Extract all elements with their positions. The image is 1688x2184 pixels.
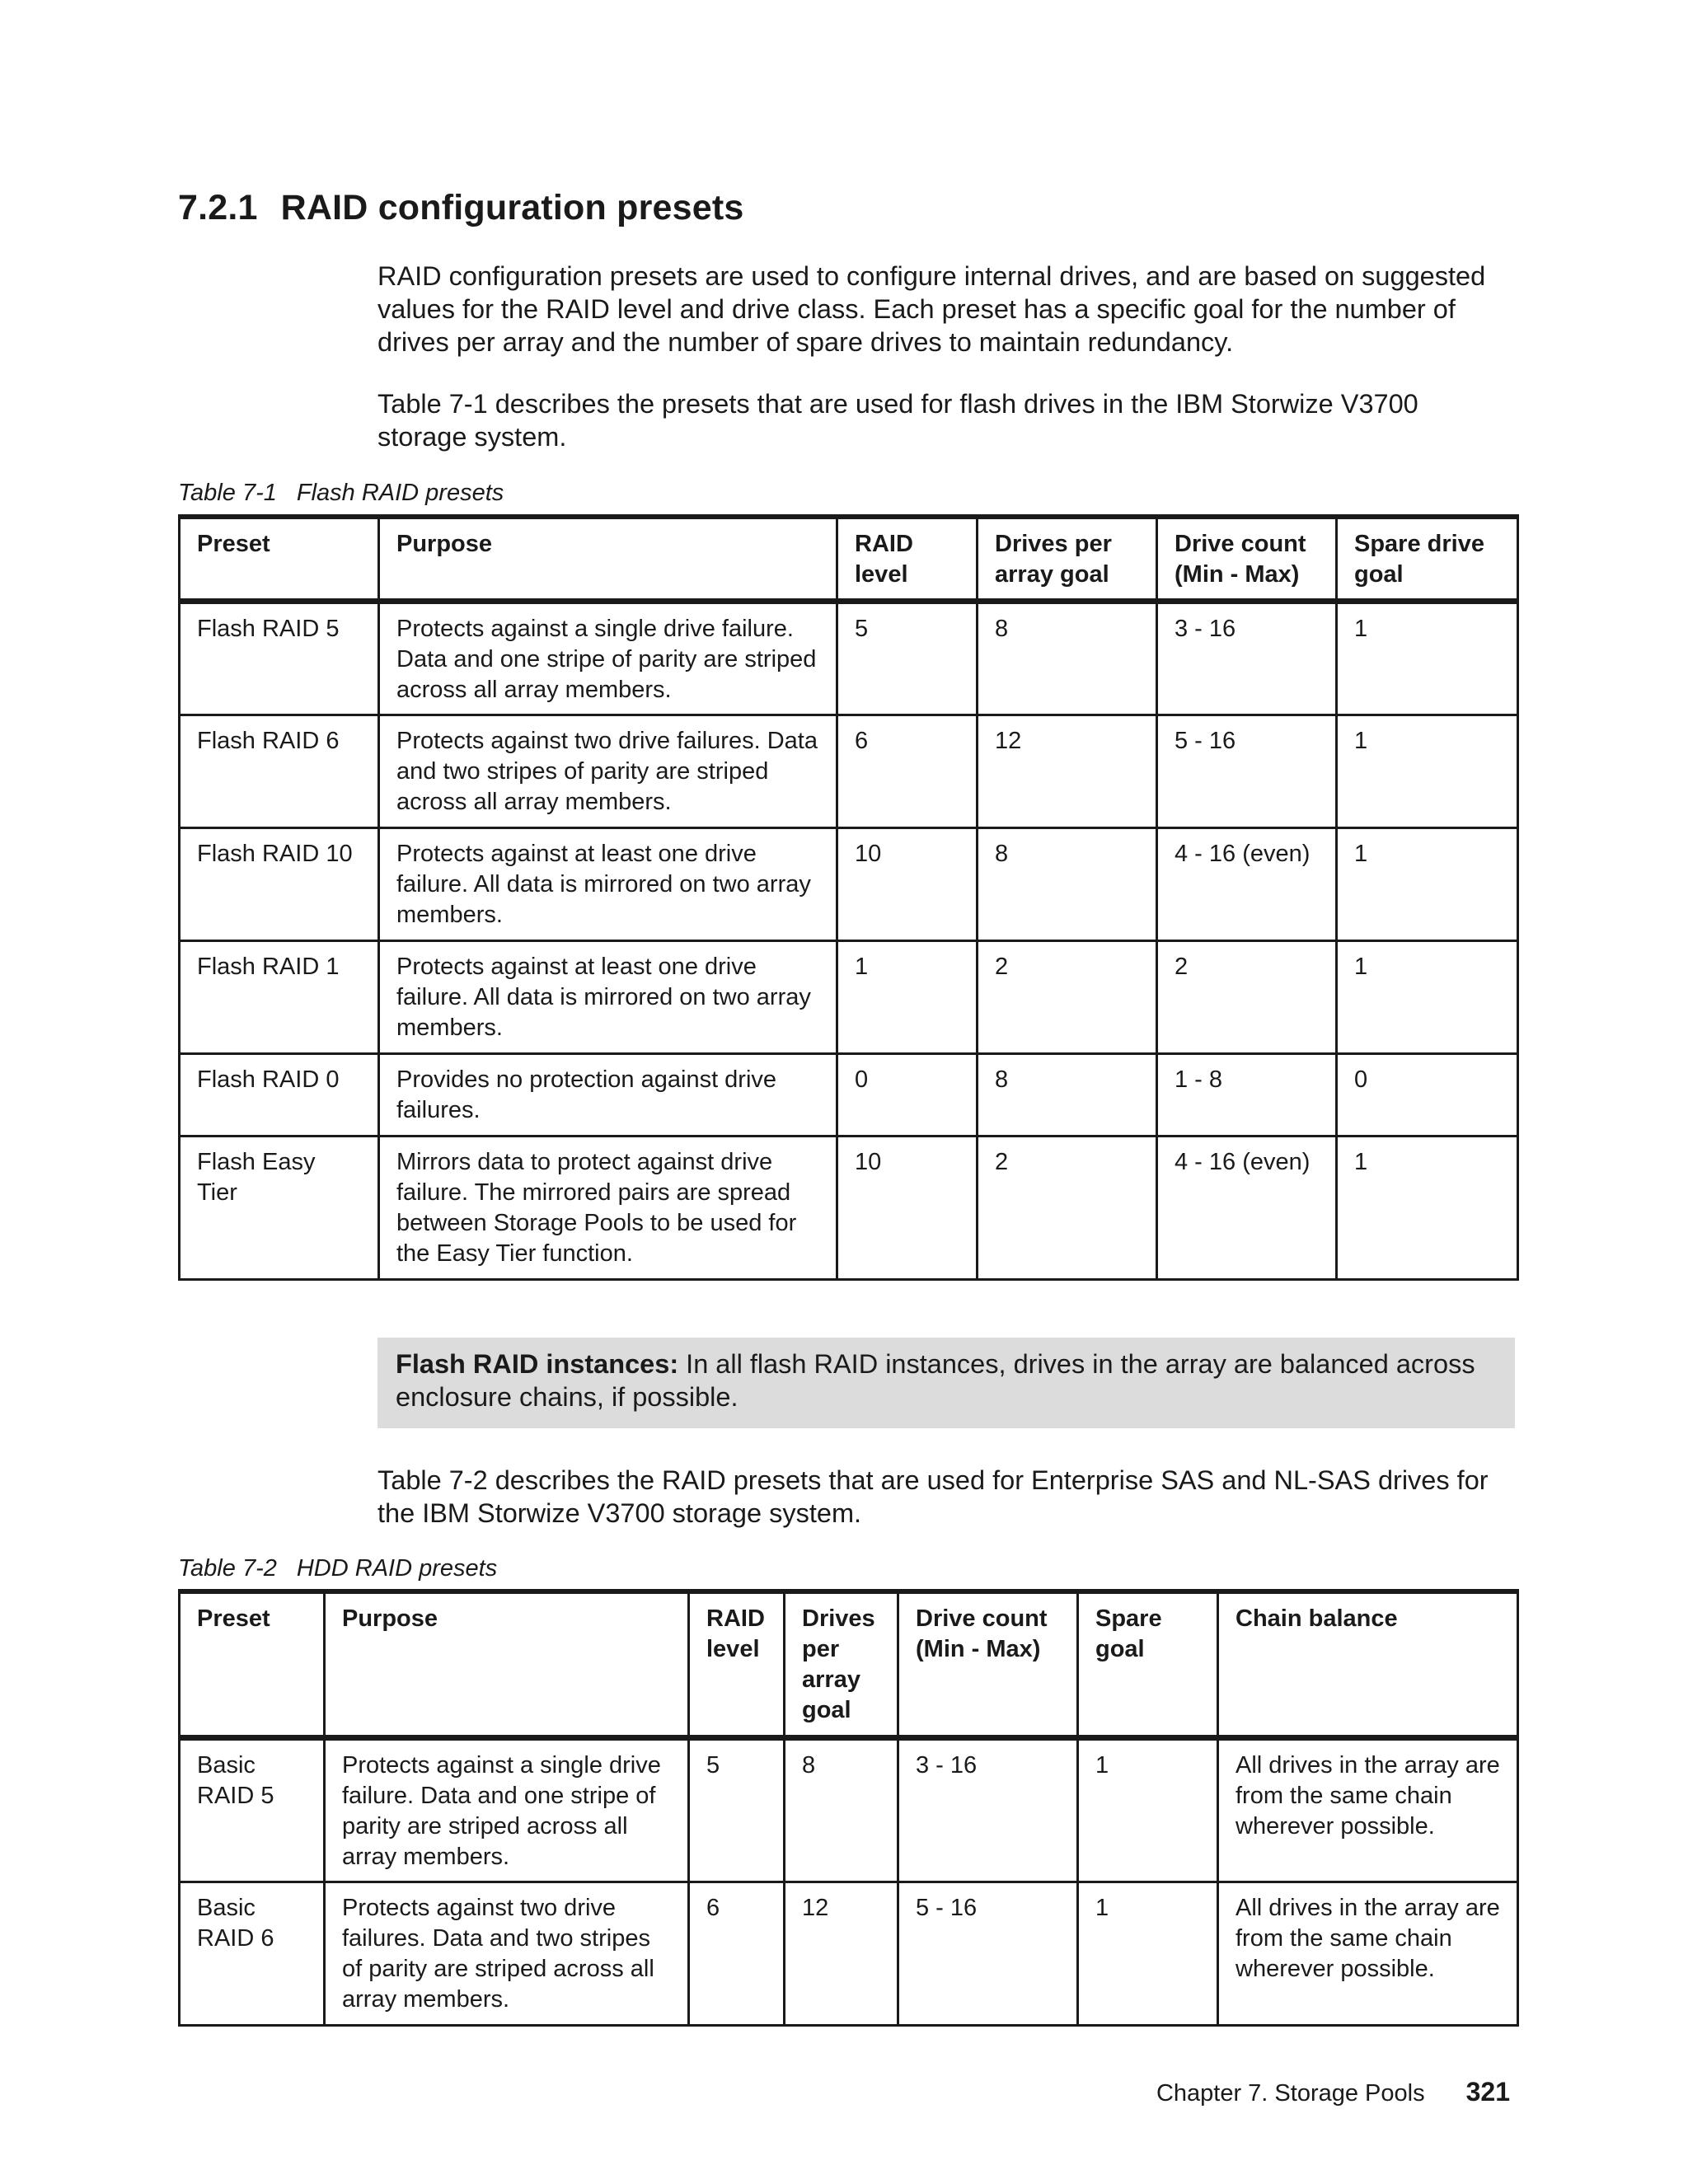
footer-chapter: Chapter 7. Storage Pools [1156,2080,1425,2107]
note-text: In all flash RAID instances, drives in the array are balanced across enclosure chains, if possible. [396,1349,1475,1412]
table1-intro-paragraph: Table 7-1 describes the presets that are used for flash drives in the IBM Storwize V3700 storage system. [377,389,1418,452]
table-cell: 10 [837,1137,978,1280]
header-cell: Drive count (Min - Max) [1157,517,1337,602]
table-cell: 5 [689,1737,785,1882]
table1-caption-label: Table 7-1 [178,480,277,506]
table-cell: 1 [1337,1137,1518,1280]
table-cell: 8 [978,602,1157,715]
table2-intro-paragraph: Table 7-2 describes the RAID presets that are used for Enterprise SAS and NL-SAS drives for the IBM Storwize V3700 storage system. [377,1465,1489,1528]
table-cell: Flash RAID 0 [180,1054,379,1137]
section-heading [178,188,744,228]
table-cell: 3 - 16 [898,1737,1078,1882]
table-cell: 1 [837,941,978,1054]
table-cell: Flash RAID 10 [180,828,379,941]
table-cell: Protects against two drive failures. Data and two stripes of parity are striped across all array members. [379,715,837,828]
table1-caption-title: Flash RAID presets [296,480,504,506]
table-cell: 1 [1337,602,1518,715]
table2-caption-label: Table 7-2 [178,1555,277,1582]
table-row [180,602,1518,715]
table2-caption [178,1555,497,1582]
table-cell: Provides no protection against drive failures. [379,1054,837,1137]
table-cell: All drives in the array are from the same chain wherever possible. [1218,1737,1518,1882]
table-cell: Protects against two drive failures. Data and two stripes of parity are striped across all array members. [325,1882,689,2025]
flash-raid-instances-note [377,1338,1515,1428]
table-cell: 12 [978,715,1157,828]
intro-paragraph: RAID configuration presets are used to configure internal drives, and are based on suggested values for the RAID level and drive class. Each preset has a specific goal for the number of drives per array and the number of spare drives to maintain redundancy. [377,261,1486,357]
table-cell: 4 - 16 (even) [1157,828,1337,941]
table-cell: 1 [1078,1882,1218,2025]
table-row [180,1137,1518,1280]
table-cell: 10 [837,828,978,941]
table-cell: Mirrors data to protect against drive failure. The mirrored pairs are spread between Storage Pools to be used for the Easy Tier function. [379,1137,837,1280]
table-header-row [180,1591,1518,1737]
table-cell: Flash RAID 5 [180,602,379,715]
table-row [180,715,1518,828]
table-cell: 5 [837,602,978,715]
table-cell: Basic RAID 6 [180,1882,325,2025]
table-row [180,1737,1518,1882]
note-label: Flash RAID instances: [396,1349,679,1379]
table-cell: 8 [785,1737,898,1882]
table-cell: 3 - 16 [1157,602,1337,715]
table-cell: 1 [1337,715,1518,828]
section-title: RAID configuration presets [280,188,744,227]
header-cell: Purpose [379,517,837,602]
table2-caption-title: HDD RAID presets [296,1555,498,1582]
table-cell: Protects against at least one drive failure. All data is mirrored on two array members. [379,941,837,1054]
header-cell: RAID level [837,517,978,602]
flash-raid-presets-table [178,514,1519,1281]
page-footer [1156,2077,1510,2107]
header-cell: Chain balance [1218,1591,1518,1737]
header-cell: Preset [180,1591,325,1737]
table-cell: Flash RAID 6 [180,715,379,828]
table-cell: Protects against a single drive failure. Data and one stripe of parity are striped across all array members. [379,602,837,715]
table1-caption [178,480,504,507]
table-cell: 0 [1337,1054,1518,1137]
table-row [180,828,1518,941]
header-cell: Drive count (Min - Max) [898,1591,1078,1737]
header-cell: Purpose [325,1591,689,1737]
table-cell: 6 [689,1882,785,2025]
table-cell: Flash Easy Tier [180,1137,379,1280]
table-cell: Protects against a single drive failure. Data and one stripe of parity are striped across all array members. [325,1737,689,1882]
header-cell: Spare goal [1078,1591,1218,1737]
table-cell: 1 [1337,941,1518,1054]
table-row [180,941,1518,1054]
table-cell: 4 - 16 (even) [1157,1137,1337,1280]
section-number: 7.2.1 [178,188,258,227]
table-cell: Protects against at least one drive failure. All data is mirrored on two array members. [379,828,837,941]
table-cell: 1 [1337,828,1518,941]
header-cell: Drives per array goal [785,1591,898,1737]
hdd-raid-presets-table [178,1589,1519,2027]
table-cell: 0 [837,1054,978,1137]
table-row [180,1054,1518,1137]
table-cell: 8 [978,1054,1157,1137]
table-cell: 1 - 8 [1157,1054,1337,1137]
table-cell: 12 [785,1882,898,2025]
table-cell: 5 - 16 [1157,715,1337,828]
table-cell: All drives in the array are from the same chain wherever possible. [1218,1882,1518,2025]
table-cell: 2 [978,1137,1157,1280]
table-cell: Basic RAID 5 [180,1737,325,1882]
header-cell: Preset [180,517,379,602]
table-row [180,1882,1518,2025]
table-cell: 5 - 16 [898,1882,1078,2025]
table-cell: 6 [837,715,978,828]
table-cell: 2 [978,941,1157,1054]
header-cell: Drives per array goal [978,517,1157,602]
table-cell: Flash RAID 1 [180,941,379,1054]
table-cell: 1 [1078,1737,1218,1882]
header-cell: RAID level [689,1591,785,1737]
page-number: 321 [1465,2077,1510,2107]
table-cell: 2 [1157,941,1337,1054]
table-header-row [180,517,1518,602]
header-cell: Spare drive goal [1337,517,1518,602]
table-cell: 8 [978,828,1157,941]
